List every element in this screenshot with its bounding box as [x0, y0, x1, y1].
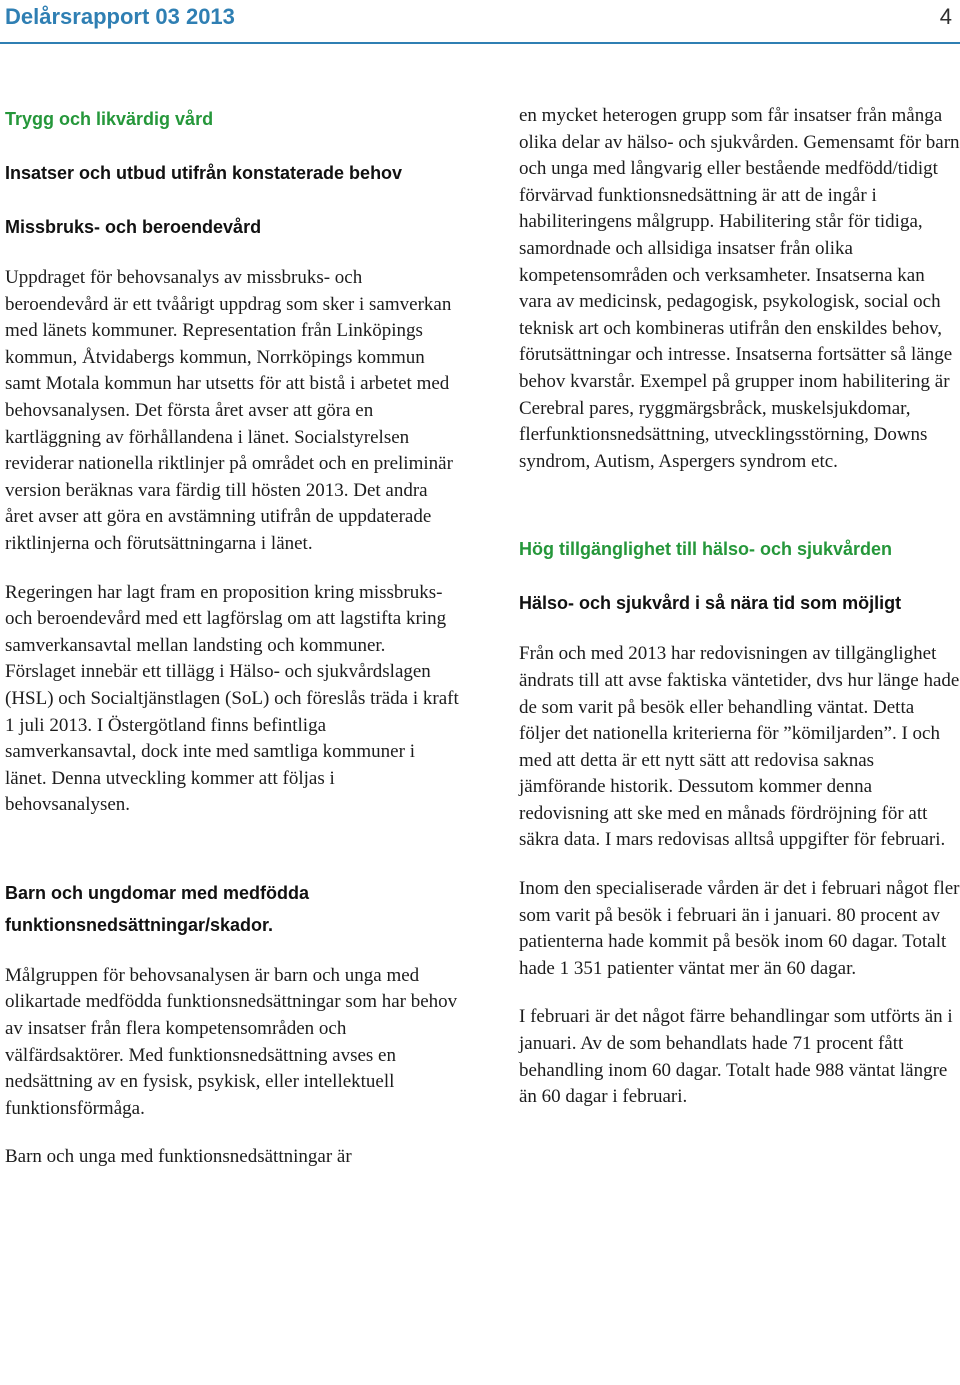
topic-heading-missbruk: Missbruks- och beroendevård: [5, 217, 262, 237]
spacer: [5, 135, 460, 157]
spacer: [519, 475, 960, 533]
spacer: [5, 941, 460, 963]
paragraph-specialiserade-varden: Inom den specialiserade vården är det i februari något fler som varit på besök i februari än i januari. 80 procent av patienterna hade kommit på besök inom 60 dagar. Totalt hade 1 351 patienter väntat mer än 60 dagar.: [519, 878, 960, 979]
header-rule: [0, 42, 960, 44]
spacer: [519, 854, 960, 876]
subheading-insatser: Insatser och utbud utifrån konstaterade behov: [5, 163, 403, 183]
spacer: [519, 982, 960, 1004]
paragraph-missbruk-uppdrag: Uppdraget för behovsanalys av missbruks- och beroendevård är ett tvåårigt uppdrag som sker i samverkan med länets kommuner. Representation från Linköpings kommun, Åtvidabergs kommun, Norrköpings kommun samt Motala kommun har utsetts för att bistå i arbetet med behovsanalysen. Det första året avser att göra en kartläggning av förhållandena i länet. Socialstyrelsen reviderar nationella riktlinjer på området och en preliminär version beräknas vara färdig till hösten 2013. Det andra året avser att göra en avstämning utifrån de uppdaterade riktlinjerna och förutsättningarna i länet.: [5, 267, 453, 554]
report-title: Delårsrapport 03 2013: [5, 4, 235, 29]
right-column: [519, 103, 960, 1111]
paragraph-heterogen-grupp: en mycket heterogen grupp som får insatser från många olika delar av hälso- och sjukvården. Gemensamt för barn och unga med långvarig eller bestående medfödd/tidigt förvärvad funktionsnedsättning är att de ingår i habiliteringens målgrupp. Habilitering står för tidiga, samordnade och allsidiga insatser från olika kompetensområden och verksamheter. Insatserna kan vara av medicinsk, pedagogisk, psykologisk, social och teknisk art och kombineras utifrån den enskildes behov, förutsättningar och intresse. Insatserna fortsätter så länge behov kvarstår. Exempel på grupper inom habilitering är Cerebral pares, ryggmärgsbråck, muskelsjukdomar, flerfunktionsnedsättning, utvecklingsstörning, Downs syndrom, Autism, Aspergers syndrom etc.: [519, 105, 960, 472]
spacer: [5, 1122, 460, 1144]
paragraph-redovisning: Från och med 2013 har redovisningen av tillgänglighet ändrats till att avse faktiska väntetider, dvs hur länge hade de som varit på besök eller behandling väntat. Detta följer det nationella kriterierna för ”kömiljarden”. I och med att detta är ett nytt sätt att redovisa saknas jämförande historik. Dessutom kommer denna redovisning att ske med en månads fördröjning för att säkra data. I mars redovisas alltså uppgifter för februari.: [519, 643, 960, 851]
spacer: [5, 558, 460, 580]
spacer: [5, 243, 460, 265]
section-heading-trygg: Trygg och likvärdig vård: [5, 109, 214, 129]
page-number: 4: [939, 4, 952, 29]
spacer: [5, 189, 460, 211]
left-column: [5, 103, 460, 1171]
subheading-nara-tid: Hälso- och sjukvård i så nära tid som möjligt: [519, 593, 902, 614]
spacer: [5, 819, 460, 877]
paragraph-behandlingar: I februari är det något färre behandlingar som utförts än i januari. Av de som behandlats hade 71 procent fått behandling inom 60 dagar. Totalt hade 988 väntat längre än 60 dagar i februari.: [519, 1006, 953, 1108]
paragraph-regeringen: Regeringen har lagt fram en proposition kring missbruks- och beroendevård med ett lagförslag om att lagstifta kring samverkansavtal mellan landsting och kommuner. Förslaget innebär ett tillägg i Hälso- och sjukvårdslagen (HSL) och Socialtjänstlagen (SoL) och föreslås träda i kraft 1 juli 2013. I Östergötland finns befintliga samverkansavtal, dock inte med samtliga kommuner i länet. Denna utveckling kommer att följas i behovsanalysen.: [5, 581, 459, 816]
paragraph-barn-unga: Barn och unga med funktionsnedsättningar är: [5, 1146, 352, 1168]
spacer: [519, 619, 960, 641]
page-header: [0, 0, 960, 44]
topic-heading-barn: Barn och ungdomar med medfödda funktionsnedsättningar/skador.: [5, 882, 310, 935]
paragraph-malgruppen: Målgruppen för behovsanalysen är barn och unga med olikartade medfödda funktionsnedsättningar som har behov av insatser från flera kompetensområden och välfärdsaktörer. Med funktionsnedsättning avses en nedsättning av en fysisk, psykisk, eller intellektuell funktionsförmåga.: [5, 964, 458, 1119]
section-heading-tillganglighet: Hög tillgänglighet till hälso- och sjukvården: [519, 539, 893, 560]
spacer: [519, 565, 960, 587]
